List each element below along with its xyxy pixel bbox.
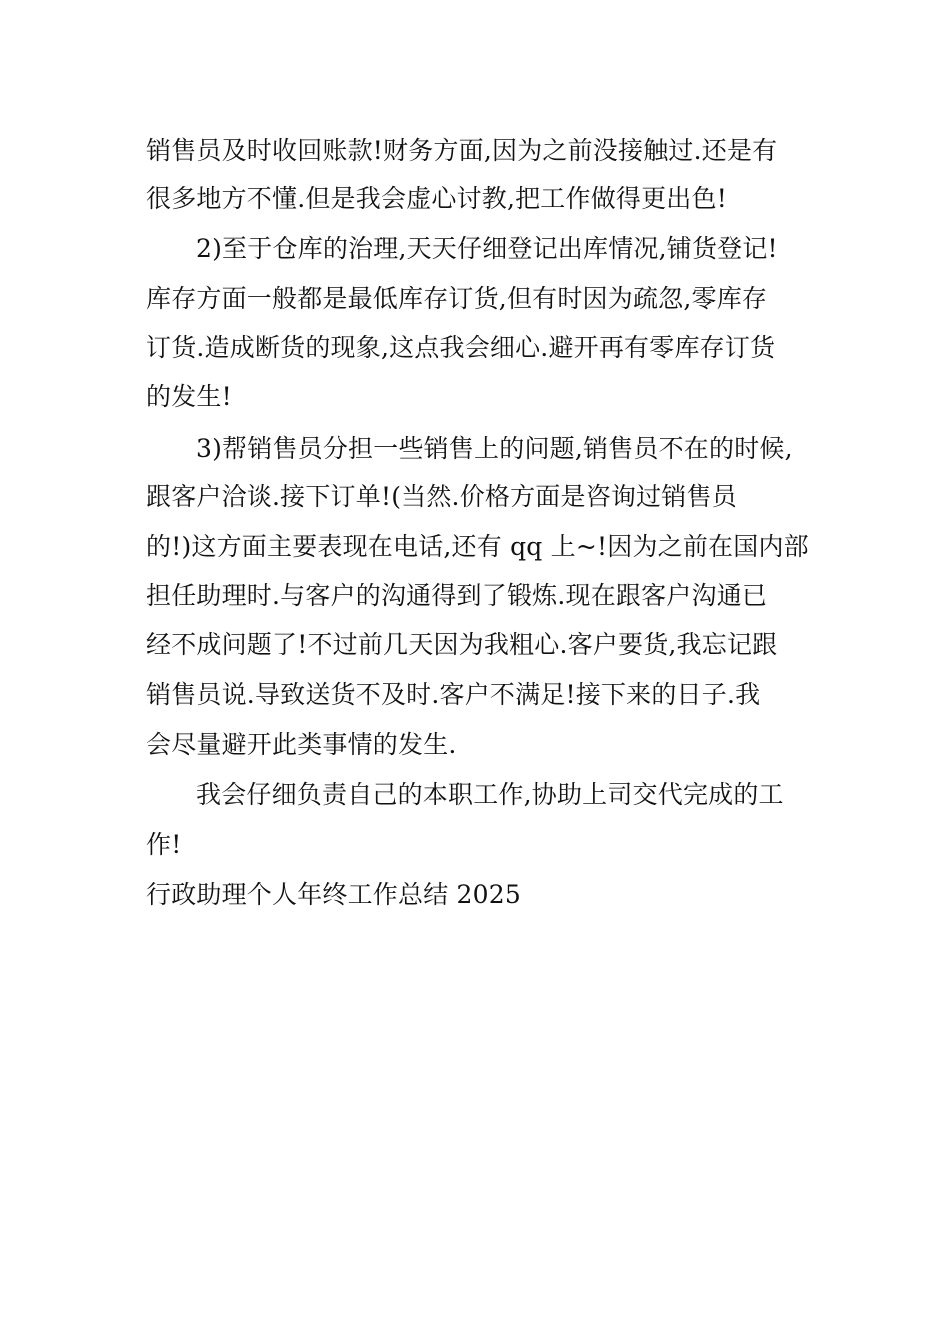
text-line: 库存方面一般都是最低库存订货,但有时因为疏忽,零库存	[146, 284, 768, 313]
text-line: 销售员及时收回账款!财务方面,因为之前没接触过.还是有	[146, 136, 778, 165]
text-line: 我会仔细负责自己的本职工作,协助上司交代完成的工	[196, 780, 784, 809]
text-line: 会尽量避开此类事情的发生.	[146, 730, 457, 759]
section-title: 行政助理个人年终工作总结 2025	[146, 880, 521, 909]
text-line: 销售员说.导致送货不及时.客户不满足!接下来的日子.我	[146, 680, 761, 709]
text-line: 很多地方不懂.但是我会虚心讨教,把工作做得更出色!	[146, 184, 727, 213]
text-line: 的发生!	[146, 382, 232, 411]
text-line: 跟客户洽谈.接下订单!(当然.价格方面是咨询过销售员	[146, 482, 737, 511]
text-line: 的!)这方面主要表现在电话,还有 qq 上~!因为之前在国内部	[146, 532, 809, 561]
text-line: 作!	[146, 830, 182, 859]
text-line: 2)至于仓库的治理,天天仔细登记出库情况,铺货登记!	[196, 234, 778, 263]
text-line: 担任助理时.与客户的沟通得到了锻炼.现在跟客户沟通已	[146, 581, 768, 610]
text-line: 3)帮销售员分担一些销售上的问题,销售员不在的时候,	[196, 434, 793, 463]
text-line: 经不成问题了!不过前几天因为我粗心.客户要货,我忘记跟	[146, 630, 778, 659]
text-line: 订货.造成断货的现象,这点我会细心.避开再有零库存订货	[146, 333, 776, 362]
